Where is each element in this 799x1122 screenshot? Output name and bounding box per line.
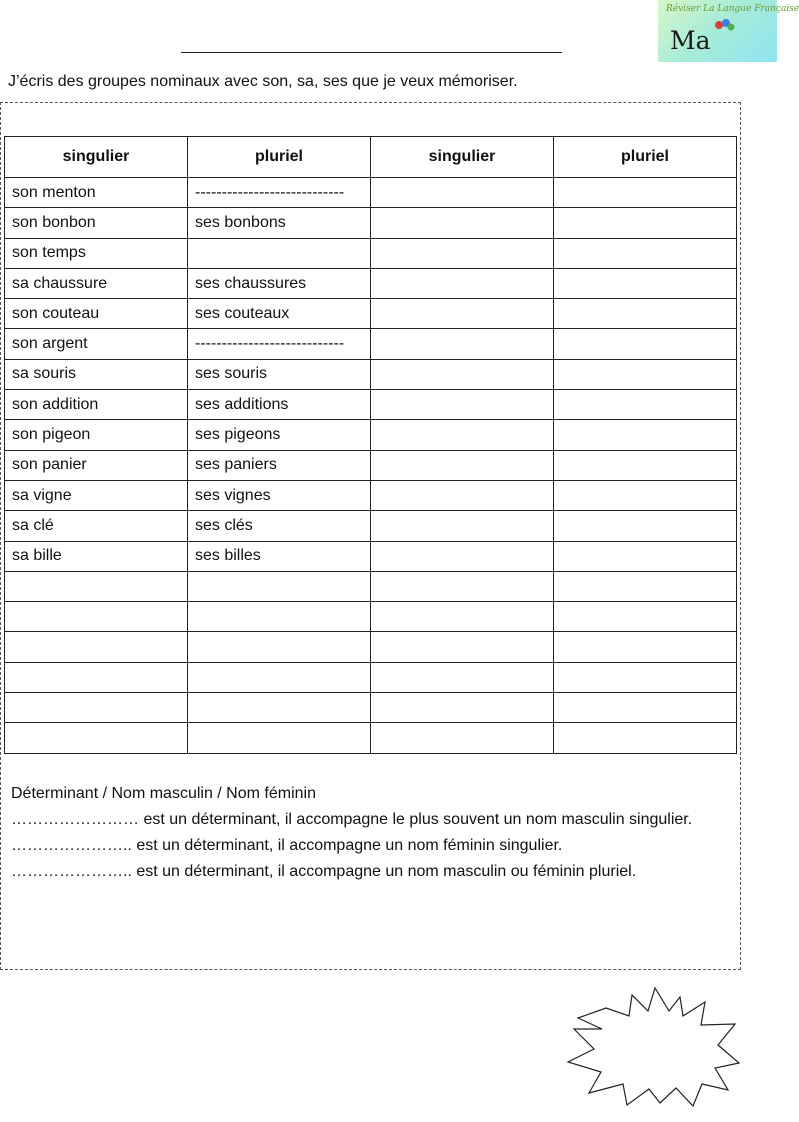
cell-singular-1[interactable]: son addition <box>5 390 188 420</box>
cell-plural-2[interactable] <box>554 390 737 420</box>
cell-singular-2[interactable] <box>371 511 554 541</box>
cell-plural-2[interactable] <box>554 541 737 571</box>
cell-singular-1[interactable] <box>5 693 188 723</box>
table-row <box>5 480 737 510</box>
table-row <box>5 662 737 692</box>
cell-singular-1[interactable] <box>5 602 188 632</box>
cell-singular-1[interactable] <box>5 723 188 753</box>
notes-line-2: ………………….. est un déterminant, il accompagne un nom féminin singulier. <box>11 837 563 854</box>
cell-singular-2[interactable] <box>371 208 554 238</box>
cell-singular-2[interactable] <box>371 693 554 723</box>
table-row <box>5 602 737 632</box>
notes-section <box>11 781 731 885</box>
cell-singular-1[interactable] <box>5 632 188 662</box>
logo <box>658 0 799 62</box>
cell-plural-2[interactable] <box>554 511 737 541</box>
cell-plural-1[interactable] <box>188 238 371 268</box>
cell-singular-1[interactable]: son couteau <box>5 299 188 329</box>
table-row <box>5 511 737 541</box>
cell-singular-1[interactable]: sa chaussure <box>5 268 188 298</box>
cell-singular-1[interactable]: son pigeon <box>5 420 188 450</box>
cell-singular-2[interactable] <box>371 480 554 510</box>
cell-plural-2[interactable] <box>554 723 737 753</box>
cell-plural-1[interactable]: ses bonbons <box>188 208 371 238</box>
instruction-text: J’écris des groupes nominaux avec son, sa, ses que je veux mémoriser. <box>8 73 518 90</box>
cell-plural-1[interactable]: ses additions <box>188 390 371 420</box>
logo-tagline: Réviser La Langue Française <box>666 4 799 14</box>
cell-plural-2[interactable] <box>554 602 737 632</box>
table-row <box>5 571 737 601</box>
cell-singular-1[interactable]: son menton <box>5 178 188 208</box>
cell-plural-1[interactable] <box>188 723 371 753</box>
cell-plural-1[interactable]: ---------------------------- <box>188 329 371 359</box>
words-table <box>4 136 737 754</box>
cell-singular-2[interactable] <box>371 299 554 329</box>
cell-plural-1[interactable] <box>188 632 371 662</box>
cell-plural-2[interactable] <box>554 632 737 662</box>
cell-singular-1[interactable]: sa bille <box>5 541 188 571</box>
cell-plural-2[interactable] <box>554 178 737 208</box>
table-row <box>5 420 737 450</box>
table-row <box>5 238 737 268</box>
cell-plural-2[interactable] <box>554 662 737 692</box>
cell-singular-1[interactable]: son bonbon <box>5 208 188 238</box>
cell-plural-1[interactable]: ses vignes <box>188 480 371 510</box>
cell-singular-1[interactable]: son panier <box>5 450 188 480</box>
cell-plural-2[interactable] <box>554 693 737 723</box>
cell-plural-2[interactable] <box>554 359 737 389</box>
table-row <box>5 268 737 298</box>
cell-plural-1[interactable]: ses couteaux <box>188 299 371 329</box>
cell-plural-2[interactable] <box>554 299 737 329</box>
cell-singular-1[interactable]: sa souris <box>5 359 188 389</box>
cell-plural-2[interactable] <box>554 571 737 601</box>
table-row <box>5 693 737 723</box>
cell-plural-2[interactable] <box>554 208 737 238</box>
table-row <box>5 299 737 329</box>
cell-singular-2[interactable] <box>371 329 554 359</box>
cell-plural-1[interactable]: ses billes <box>188 541 371 571</box>
flower-icon <box>714 18 736 32</box>
table-row <box>5 723 737 753</box>
cell-plural-1[interactable]: ses paniers <box>188 450 371 480</box>
table-row <box>5 178 737 208</box>
table-row <box>5 359 737 389</box>
cell-singular-2[interactable] <box>371 571 554 601</box>
cell-singular-1[interactable]: son temps <box>5 238 188 268</box>
cell-plural-1[interactable]: ses souris <box>188 359 371 389</box>
header-singular-1: singulier <box>5 137 188 178</box>
cell-singular-2[interactable] <box>371 390 554 420</box>
cell-singular-2[interactable] <box>371 541 554 571</box>
cell-plural-1[interactable]: ses clés <box>188 511 371 541</box>
notes-heading: Déterminant / Nom masculin / Nom féminin <box>11 785 316 802</box>
cell-singular-2[interactable] <box>371 178 554 208</box>
cell-plural-1[interactable] <box>188 571 371 601</box>
cell-plural-2[interactable] <box>554 420 737 450</box>
cell-singular-2[interactable] <box>371 450 554 480</box>
notes-line-3: ………………….. est un déterminant, il accompagne un nom masculin ou féminin pluriel. <box>11 863 637 880</box>
cell-singular-1[interactable]: son argent <box>5 329 188 359</box>
table-row <box>5 329 737 359</box>
cell-singular-2[interactable] <box>371 602 554 632</box>
cell-singular-1[interactable]: sa clé <box>5 511 188 541</box>
header-singular-2: singulier <box>371 137 554 178</box>
cell-singular-1[interactable] <box>5 662 188 692</box>
cell-singular-2[interactable] <box>371 268 554 298</box>
cell-singular-2[interactable] <box>371 723 554 753</box>
cell-plural-1[interactable]: ---------------------------- <box>188 178 371 208</box>
cell-singular-2[interactable] <box>371 662 554 692</box>
cell-plural-1[interactable] <box>188 662 371 692</box>
table-header-row <box>5 137 737 178</box>
cell-singular-2[interactable] <box>371 359 554 389</box>
header-plural-2: pluriel <box>554 137 737 178</box>
cell-plural-2[interactable] <box>554 480 737 510</box>
cell-plural-2[interactable] <box>554 450 737 480</box>
cell-singular-1[interactable]: sa vigne <box>5 480 188 510</box>
table-row <box>5 541 737 571</box>
table-row <box>5 632 737 662</box>
starburst-shape <box>565 985 745 1110</box>
cell-singular-2[interactable] <box>371 238 554 268</box>
cell-plural-1[interactable] <box>188 693 371 723</box>
notes-line-1: …………………… est un déterminant, il accompagne le plus souvent un nom masculin singulier. <box>11 811 693 828</box>
cell-plural-2[interactable] <box>554 238 737 268</box>
table-row <box>5 390 737 420</box>
logo-text: Ma <box>670 26 711 55</box>
cell-plural-1[interactable]: ses pigeons <box>188 420 371 450</box>
cell-plural-1[interactable]: ses chaussures <box>188 268 371 298</box>
cell-singular-1[interactable] <box>5 571 188 601</box>
table-row <box>5 208 737 238</box>
cell-plural-2[interactable] <box>554 329 737 359</box>
cell-singular-2[interactable] <box>371 420 554 450</box>
header-plural-1: pluriel <box>188 137 371 178</box>
cell-singular-2[interactable] <box>371 632 554 662</box>
cell-plural-1[interactable] <box>188 602 371 632</box>
name-line[interactable] <box>181 52 562 53</box>
table-row <box>5 450 737 480</box>
cell-plural-2[interactable] <box>554 268 737 298</box>
